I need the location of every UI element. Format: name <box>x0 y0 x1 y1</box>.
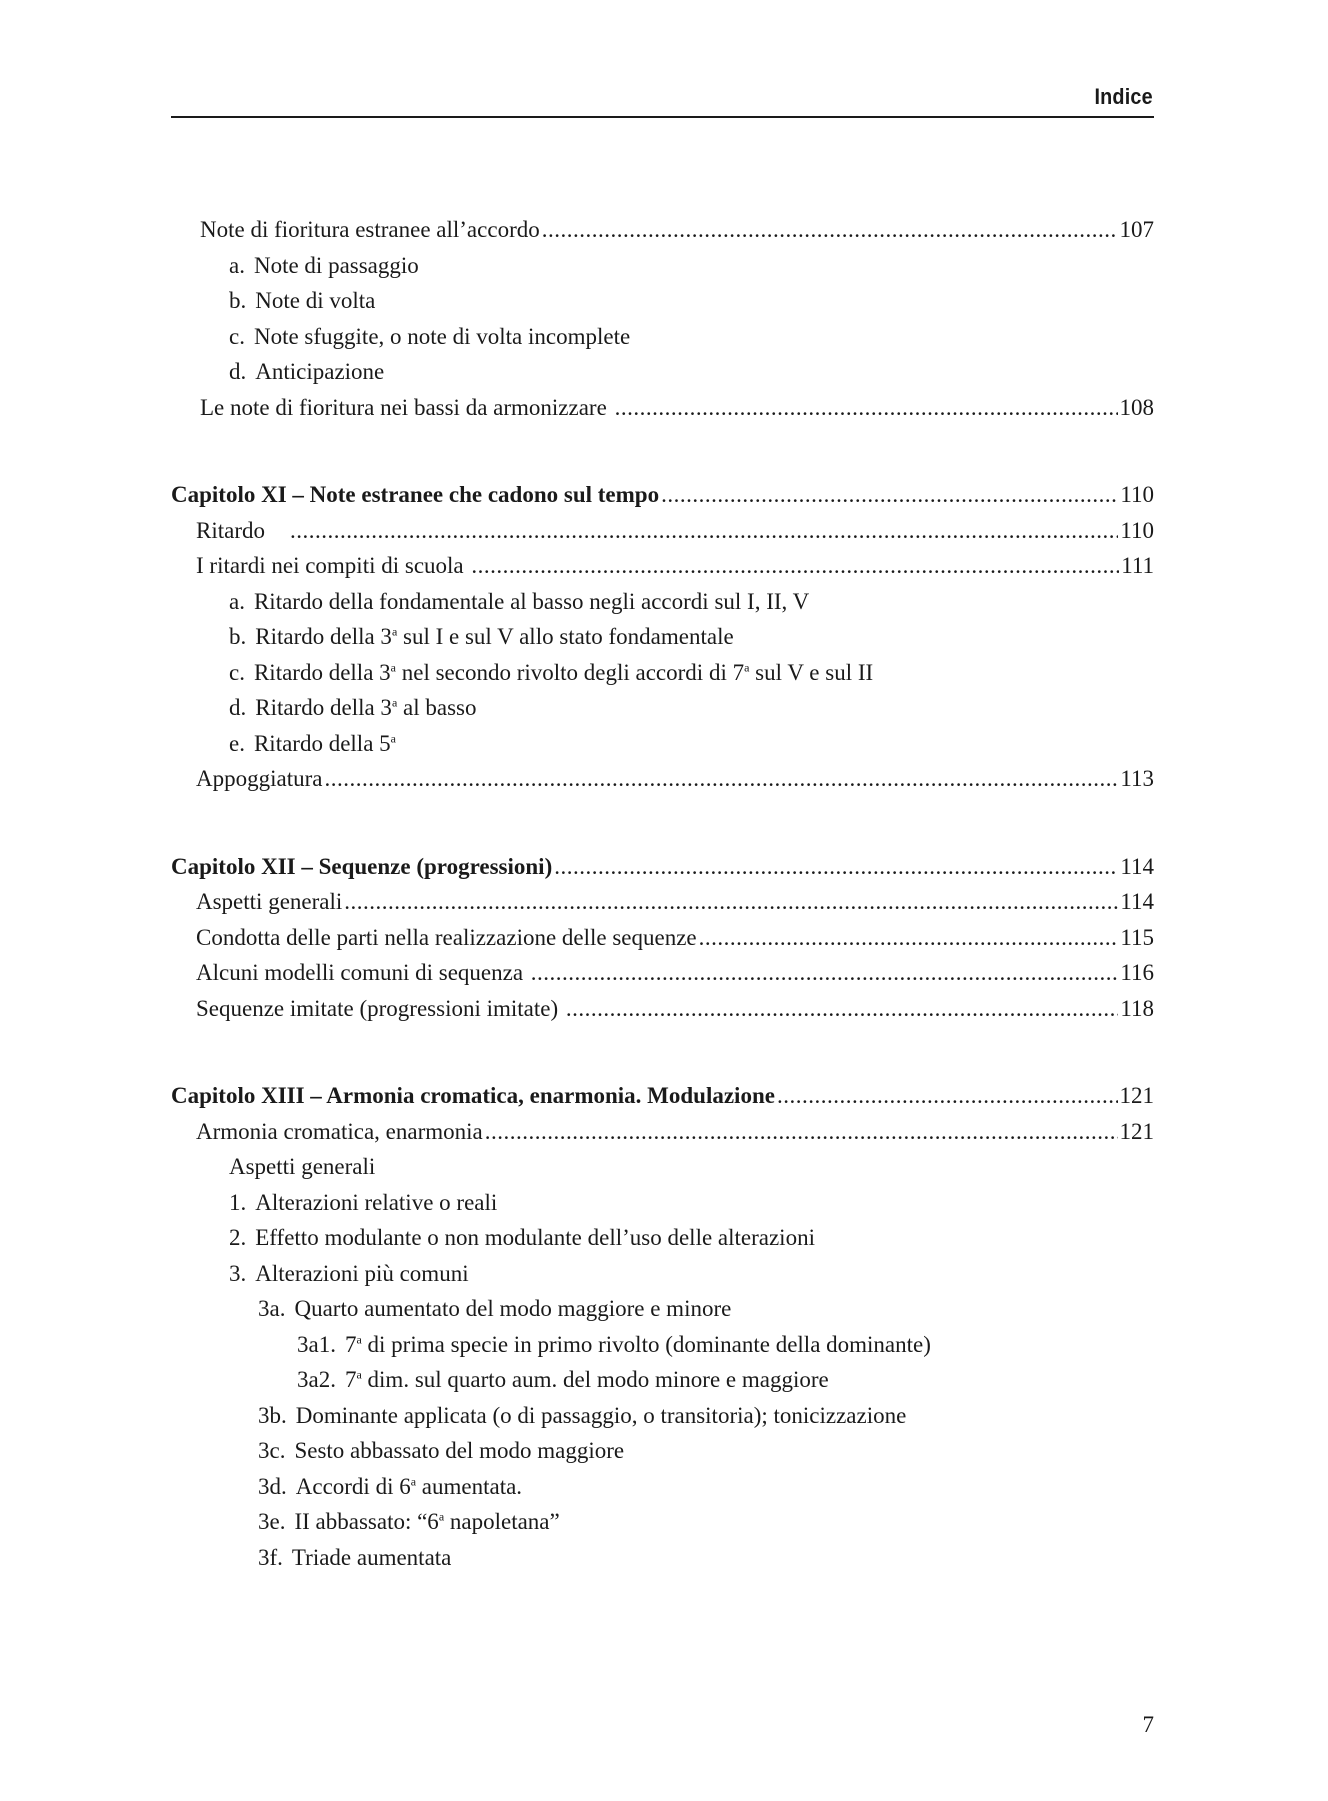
toc-chapter-row <box>0 1078 1154 1114</box>
toc-subentry-row <box>0 1256 1154 1292</box>
subentry-title: Effetto modulante o non modulante dell’uso delle alterazioni <box>255 1225 815 1250</box>
dot-leader <box>344 884 1118 920</box>
dot-leader <box>531 955 1119 991</box>
toc-subentry-row <box>0 655 1154 691</box>
page-ref: 108 <box>1119 394 1154 420</box>
toc-subentry-row <box>0 1362 1154 1398</box>
toc-subentry-row <box>0 1469 1154 1505</box>
toc-subentry-row <box>0 1540 1154 1576</box>
page-ref: 114 <box>1120 889 1154 914</box>
subentry-number: c. <box>229 659 245 685</box>
toc-subentry-row <box>0 1327 1154 1363</box>
entry-title: Aspetti generali <box>196 889 343 914</box>
subentry-number: 3a2. <box>297 1367 336 1392</box>
toc-entry-row <box>0 884 1154 920</box>
page-ref: 110 <box>1120 517 1154 543</box>
subentry-title: Ritardo della 3$^a$ al basso <box>255 695 477 720</box>
toc-subentry-row <box>0 1433 1154 1469</box>
dot-leader <box>566 991 1118 1027</box>
toc-subentry-row <box>0 1149 1154 1185</box>
toc-subentry-row <box>0 354 1154 390</box>
subentry-title: Accordi di 6$^a$ aumentata. <box>295 1473 523 1499</box>
subentry-title: Ritardo della 3$^a$ sul I e sul V allo stato fondamentale <box>255 624 734 649</box>
chapter-title: Capitolo XIII – Armonia cromatica, enarmonia. Modulazione <box>171 1083 775 1108</box>
toc-subentry-row <box>0 283 1154 319</box>
dot-leader <box>324 761 1118 797</box>
toc-entry-row <box>0 761 1154 797</box>
subentry-number: 3e. <box>258 1509 286 1534</box>
entry-title: Le note di fioritura nei bassi da armonizzare <box>200 394 613 420</box>
subentry-title: Dominante applicata (o di passaggio, o transitoria); tonicizzazione <box>295 1402 907 1428</box>
toc-subentry-row <box>0 1220 1154 1256</box>
toc-subentry-row <box>0 248 1154 284</box>
toc-subentry-row <box>0 726 1154 762</box>
subentry-number: 3. <box>229 1260 247 1286</box>
toc-chapter-row <box>0 849 1154 885</box>
subentry-title: Ritardo della 3$^a$ nel secondo rivolto degli accordi di 7$^a$ sul V e sul II <box>253 659 874 685</box>
entry-title: Appoggiatura <box>196 766 323 791</box>
page-ref: 107 <box>1119 217 1154 242</box>
toc-subentry-row <box>0 690 1154 726</box>
subentry-title: Anticipazione <box>255 359 385 384</box>
chapter-title: Capitolo XI – Note estranee che cadono sul tempo <box>171 482 660 507</box>
dot-leader <box>542 212 1118 248</box>
subentry-number: 1. <box>229 1189 247 1215</box>
toc-entry-row <box>0 212 1154 248</box>
subentry-number: a. <box>229 588 245 614</box>
subentry-title: Note di passaggio <box>253 252 419 278</box>
subentry-title: Alterazioni relative o reali <box>255 1189 498 1215</box>
subentry-number: a. <box>229 252 245 278</box>
toc-subentry-row <box>0 584 1154 620</box>
subentry-title: 7$^a$ di prima specie in primo rivolto (dominante della dominante) <box>344 1331 931 1357</box>
dot-leader <box>615 390 1118 426</box>
running-header-title: Indice <box>1094 84 1153 109</box>
page-ref: 111 <box>1121 553 1154 578</box>
subentry-number: 2. <box>229 1225 247 1250</box>
dot-leader <box>471 548 1119 584</box>
subentry-title: Aspetti generali <box>229 1154 376 1179</box>
subentry-title: Sesto abbassato del modo maggiore <box>294 1438 625 1463</box>
subentry-number: b. <box>229 288 247 313</box>
page-ref: 114 <box>1120 853 1154 879</box>
subentry-number: c. <box>229 323 245 349</box>
header-divider <box>171 116 1154 118</box>
page-ref: 115 <box>1120 924 1154 950</box>
page-ref: 118 <box>1120 995 1154 1021</box>
subentry-title: Ritardo della fondamentale al basso negli accordi sul I, II, V <box>253 588 810 614</box>
subentry-title: Triade aumentata <box>291 1544 452 1570</box>
subentry-number: 3d. <box>258 1473 287 1499</box>
toc-subentry-row <box>0 1504 1154 1540</box>
entry-title: Alcuni modelli comuni di sequenza <box>196 960 529 985</box>
toc-subentry-row <box>0 319 1154 355</box>
subentry-number: 3c. <box>258 1438 286 1463</box>
toc-subentry-row <box>0 1185 1154 1221</box>
subentry-title: Alterazioni più comuni <box>255 1260 469 1286</box>
subentry-number: 3f. <box>258 1544 283 1570</box>
toc-chapter-row <box>0 477 1154 513</box>
toc-entry-row <box>0 920 1154 956</box>
table-of-contents <box>0 212 1328 1575</box>
chapter-title: Capitolo XII – Sequenze (progressioni) <box>171 853 553 879</box>
toc-subentry-row <box>0 1291 1154 1327</box>
subentry-title: Note sfuggite, o note di volta incomplete <box>253 323 631 349</box>
toc-entry-row <box>0 1114 1154 1150</box>
entry-title: Ritardo <box>196 517 288 543</box>
page-ref: 110 <box>1120 482 1154 507</box>
toc-entry-row <box>0 390 1154 426</box>
subentry-number: b. <box>229 624 247 649</box>
subentry-title: Ritardo della 5$^a$ <box>253 730 396 756</box>
toc-subentry-row <box>0 1398 1154 1434</box>
subentry-title: Note di volta <box>255 288 376 313</box>
dot-leader <box>554 849 1118 885</box>
entry-title: Note di fioritura estranee all’accordo <box>200 217 540 242</box>
subentry-title: 7$^a$ dim. sul quarto aum. del modo minore e maggiore <box>344 1367 829 1392</box>
page-ref: 121 <box>1119 1118 1154 1144</box>
toc-entry-row <box>0 548 1154 584</box>
subentry-number: e. <box>229 730 245 756</box>
entry-title: Sequenze imitate (progressioni imitate) <box>196 995 564 1021</box>
page-number: 7 <box>1142 1712 1154 1737</box>
toc-subentry-row <box>0 619 1154 655</box>
dot-leader <box>290 513 1118 549</box>
toc-entry-row <box>0 513 1154 549</box>
subentry-number: d. <box>229 359 247 384</box>
subentry-title: Quarto aumentato del modo maggiore e minore <box>294 1296 732 1321</box>
dot-leader <box>699 920 1119 956</box>
dot-leader <box>661 477 1118 513</box>
entry-title: Condotta delle parti nella realizzazione delle sequenze <box>196 924 697 950</box>
toc-entry-row <box>0 991 1154 1027</box>
page-ref: 116 <box>1120 960 1154 985</box>
dot-leader <box>777 1078 1118 1114</box>
dot-leader <box>485 1114 1118 1150</box>
toc-entry-row <box>0 955 1154 991</box>
subentry-number: d. <box>229 695 247 720</box>
subentry-number: 3a1. <box>297 1331 336 1357</box>
entry-title: I ritardi nei compiti di scuola <box>196 553 470 578</box>
page-ref: 113 <box>1120 766 1154 791</box>
subentry-number: 3a. <box>258 1296 286 1321</box>
subentry-number: 3b. <box>258 1402 287 1428</box>
subentry-title: II abbassato: “6$^a$ napoletana” <box>294 1509 560 1534</box>
page-ref: 121 <box>1119 1083 1154 1108</box>
entry-title: Armonia cromatica, enarmonia <box>196 1118 483 1144</box>
